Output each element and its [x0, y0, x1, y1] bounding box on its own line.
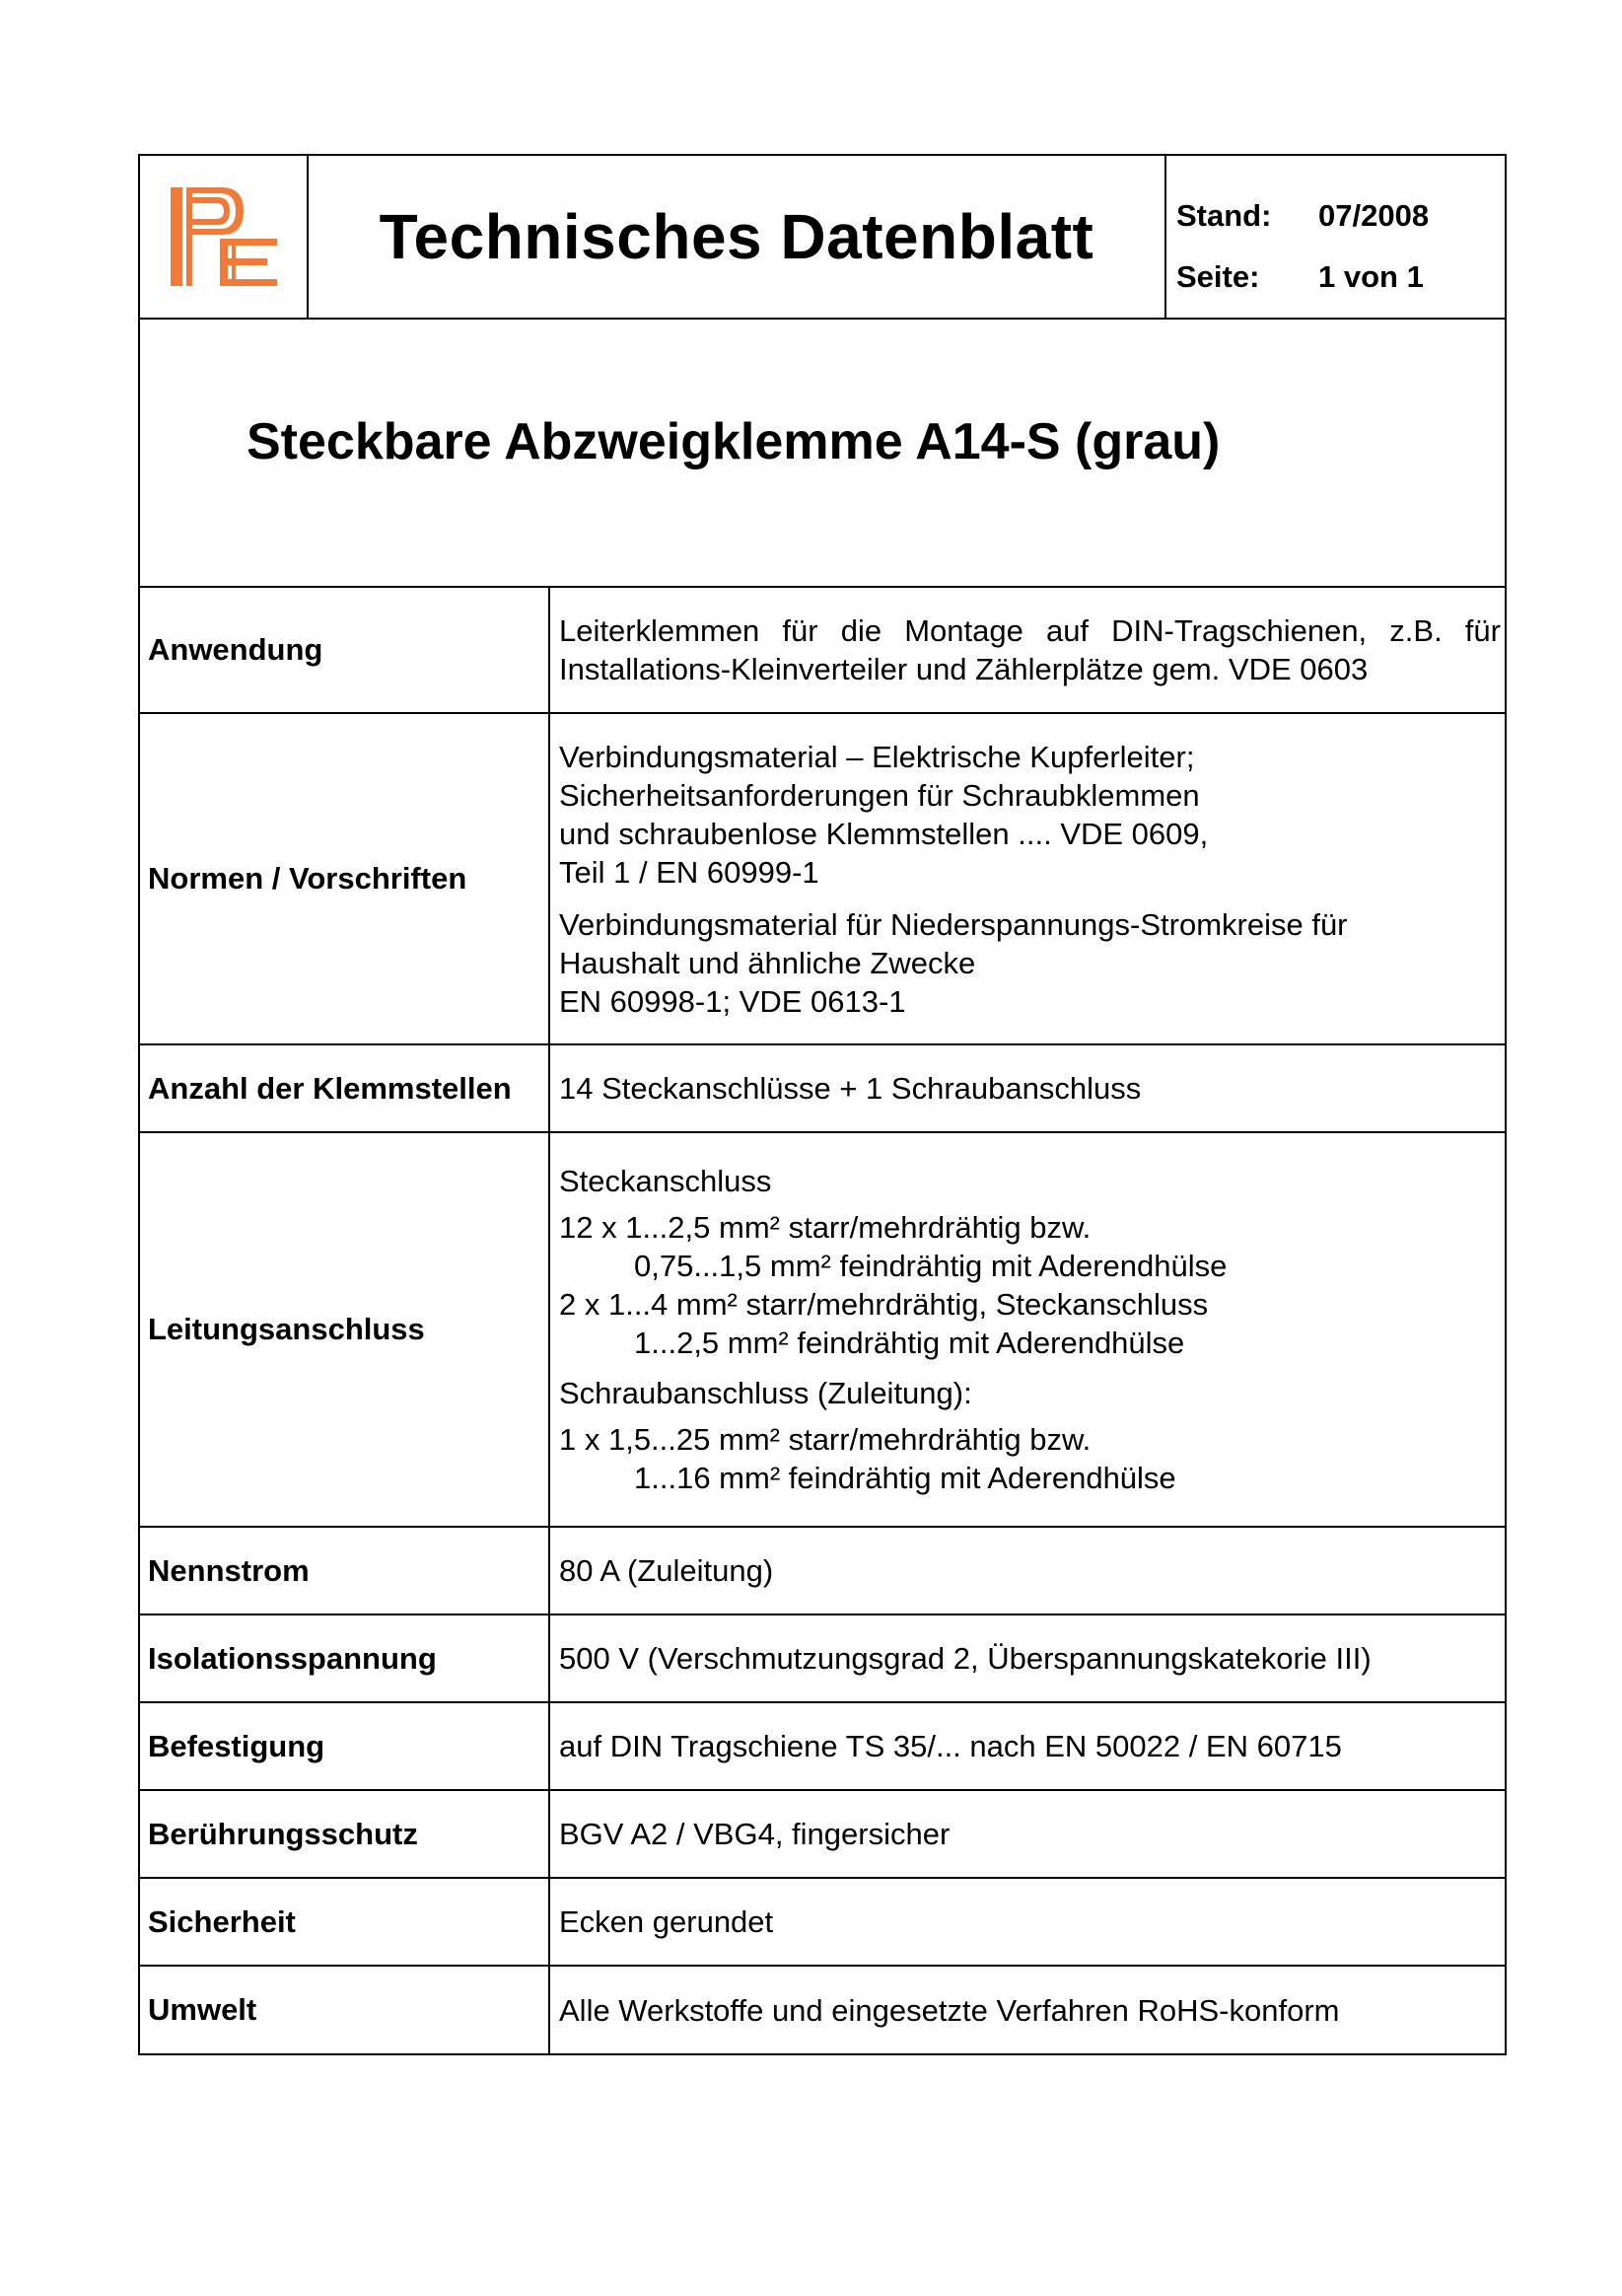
normen-p2-line-2: Haushalt und ähnliche Zwecke — [559, 945, 976, 980]
anwendung-line-2: Installations-Kleinverteiler und Zählerplätze gem. VDE 0603 — [559, 652, 1369, 686]
spec-row-beruehrungsschutz — [140, 1791, 1505, 1879]
normen-p2-line-3: EN 60998-1; VDE 0613-1 — [559, 983, 906, 1019]
leitung-heading-steck: Steckanschluss — [559, 1164, 772, 1198]
spec-row-umwelt — [140, 1967, 1505, 2053]
spec-label: Umwelt — [140, 1967, 550, 2053]
isolation-value: 500 V (Verschmutzungsgrad 2, Überspannungskatekorie III) — [559, 1641, 1372, 1676]
meta-cell — [1166, 156, 1505, 318]
anzahl-value: 14 Steckanschlüsse + 1 Schraubanschluss — [559, 1071, 1142, 1106]
leitung-line-4: 1...2,5 mm² feindrähtig mit Aderendhülse — [634, 1326, 1185, 1360]
spec-label: Isolationsspannung — [140, 1615, 550, 1701]
spec-row-befestigung — [140, 1703, 1505, 1791]
spec-label: Normen / Vorschriften — [140, 714, 550, 1043]
spec-row-sicherheit — [140, 1879, 1505, 1967]
spec-label: Befestigung — [140, 1703, 550, 1789]
company-logo — [171, 187, 277, 286]
product-title: Steckbare Abzweigklemme A14-S (grau) — [247, 413, 1221, 470]
spec-row-leitung — [140, 1133, 1505, 1528]
umwelt-value: Alle Werkstoffe und eingesetzte Verfahren RoHS-konform — [559, 1992, 1340, 2028]
spec-label: Sicherheit — [140, 1879, 550, 1965]
leitung-line-1: 12 x 1...2,5 mm² starr/mehrdrähtig bzw. — [559, 1210, 1092, 1245]
leitung-line-2: 0,75...1,5 mm² feindrähtig mit Aderendhülse — [634, 1249, 1228, 1283]
normen-p1-line-3: und schraubenlose Klemmstellen .... VDE 0609, — [559, 816, 1209, 851]
spec-label: Anwendung — [140, 588, 550, 712]
normen-p1-line-2: Sicherheitsanforderungen für Schraubklemmen — [559, 777, 1200, 813]
beruehrungsschutz-value: BGV A2 / VBG4, fingersicher — [559, 1817, 951, 1851]
spec-value — [550, 714, 1505, 1043]
header — [140, 156, 1505, 320]
normen-p2-line-1: Verbindungsmaterial für Niederspannungs-Stromkreise für — [559, 906, 1348, 942]
spec-row-anzahl — [140, 1045, 1505, 1133]
befestigung-value: auf DIN Tragschiene TS 35/... nach EN 50022 / EN 60715 — [559, 1729, 1342, 1763]
leitung-heading-schraub: Schraubanschluss (Zuleitung): — [559, 1376, 972, 1410]
leitung-line-3: 2 x 1...4 mm² starr/mehrdrähtig, Steckanschluss — [559, 1287, 1209, 1322]
product-row — [140, 320, 1505, 588]
spec-label: Leitungsanschluss — [140, 1133, 550, 1526]
anwendung-line-1: Leiterklemmen für die Montage auf DIN-Tragschienen, z.B. für — [559, 613, 1501, 648]
normen-p1-line-4: Teil 1 / EN 60999-1 — [559, 854, 819, 890]
sicherheit-value: Ecken gerundet — [559, 1904, 774, 1939]
spec-value — [550, 1615, 1505, 1701]
seite-row — [1176, 247, 1505, 308]
spec-value — [550, 1791, 1505, 1877]
spec-value — [550, 1879, 1505, 1965]
datasheet-table — [138, 154, 1507, 2055]
stand-label: Stand: — [1176, 198, 1272, 233]
stand-value: 07/2008 — [1318, 198, 1430, 233]
spec-label: Berührungsschutz — [140, 1791, 550, 1877]
spec-value — [550, 1528, 1505, 1614]
leitung-line-6: 1...16 mm² feindrähtig mit Aderendhülse — [634, 1461, 1176, 1495]
stand-row — [1176, 185, 1505, 247]
leitung-line-5: 1 x 1,5...25 mm² starr/mehrdrähtig bzw. — [559, 1422, 1092, 1457]
spec-value — [550, 1045, 1505, 1131]
nennstrom-value: 80 A (Zuleitung) — [559, 1553, 774, 1588]
spec-label: Nennstrom — [140, 1528, 550, 1614]
spec-row-normen — [140, 714, 1505, 1045]
spec-value — [550, 1967, 1505, 2053]
spec-label: Anzahl der Klemmstellen — [140, 1045, 550, 1131]
spec-row-isolation — [140, 1615, 1505, 1703]
spec-value — [550, 1703, 1505, 1789]
spec-row-nennstrom — [140, 1528, 1505, 1615]
seite-label: Seite: — [1176, 259, 1260, 294]
spec-value — [550, 1133, 1505, 1526]
logo-cell — [140, 156, 309, 318]
spec-value — [550, 588, 1505, 712]
seite-value: 1 von 1 — [1318, 259, 1424, 294]
normen-p1-line-1: Verbindungsmaterial – Elektrische Kupferleiter; — [559, 739, 1195, 774]
spec-row-anwendung — [140, 588, 1505, 714]
title-cell — [309, 156, 1166, 318]
document-title: Technisches Datenblatt — [379, 201, 1094, 272]
